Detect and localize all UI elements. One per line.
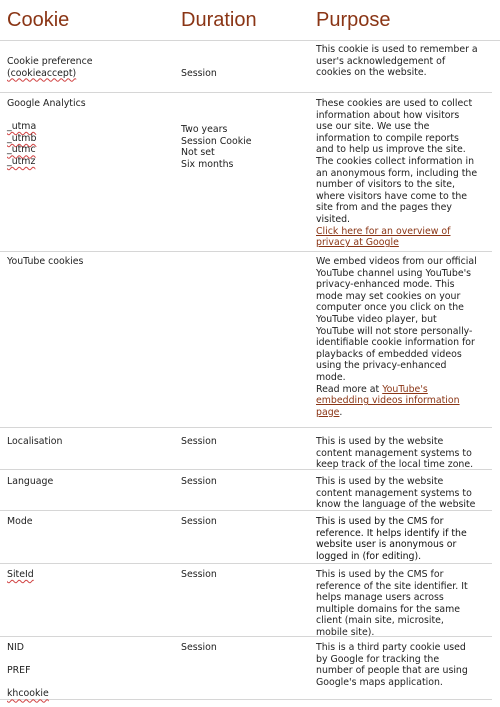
- table-row: [0, 428, 492, 470]
- purpose-text: number of people that are using: [316, 665, 468, 677]
- cookie-name: khcookie: [7, 688, 49, 700]
- purpose-text: and to help us improve the site.: [316, 144, 466, 156]
- purpose-text: identifiable cookie information for: [316, 337, 475, 349]
- duration-cell: Session: [181, 68, 217, 79]
- purpose-text: reference of the site identifier. It: [316, 580, 468, 592]
- purpose-text: playbacks of embedded videos: [316, 348, 462, 360]
- cookie-cell: Mode: [7, 516, 33, 527]
- cookie-cell: [7, 642, 172, 700]
- purpose-cell: [316, 256, 490, 418]
- purpose-text: client (main site, microsite,: [316, 615, 444, 627]
- purpose-text: using the privacy-enhanced: [316, 360, 447, 372]
- purpose-text: use our site. We use the: [316, 121, 430, 133]
- cookie-name: _utmb: [7, 132, 37, 144]
- youtube-embedding-link[interactable]: page: [316, 406, 340, 418]
- table-header: [0, 0, 500, 41]
- cookie-name: _utmc: [7, 144, 36, 156]
- purpose-text: content management systems to: [316, 447, 472, 459]
- purpose-text: We embed videos from our official: [316, 256, 477, 267]
- purpose-cell: [316, 569, 490, 639]
- cookie-cell: [7, 98, 172, 168]
- duration-cell: Session: [181, 642, 217, 653]
- purpose-text: know the language of the website: [316, 499, 476, 511]
- purpose-cell: [316, 44, 490, 79]
- purpose-text: mode may set cookies on your: [316, 290, 461, 302]
- duration-value: Two years: [181, 124, 228, 135]
- purpose-text: This is used by the CMS for: [316, 569, 444, 580]
- purpose-text: website user is anonymous or: [316, 539, 457, 551]
- purpose-text: content management systems to: [316, 487, 472, 499]
- cookie-cell: SiteId: [7, 569, 34, 580]
- read-more-text: Read more at: [316, 383, 383, 395]
- table-row: [0, 470, 492, 511]
- purpose-text: This cookie is used to remember a: [316, 44, 478, 55]
- duration-cell: [181, 124, 306, 170]
- cookie-name: Cookie preference: [7, 56, 93, 67]
- purpose-text: information to compile reports: [316, 132, 459, 144]
- cookie-cell: Language: [7, 476, 54, 487]
- purpose-text: multiple domains for the same: [316, 603, 461, 615]
- link-period: .: [339, 406, 343, 418]
- purpose-text: YouTube will not store personally-: [316, 325, 473, 337]
- purpose-text: Google's maps application.: [316, 676, 443, 688]
- purpose-text: YouTube channel using YouTube's: [316, 267, 472, 279]
- duration-cell: Session: [181, 516, 217, 527]
- purpose-text: privacy-enhanced mode. This: [316, 279, 455, 291]
- cookie-name: _utmz: [7, 155, 36, 167]
- header-purpose: Purpose: [316, 9, 391, 31]
- cookie-name: PREF: [7, 665, 31, 677]
- purpose-text: keep track of the local time zone.: [316, 459, 474, 471]
- youtube-embedding-link[interactable]: embedding videos information: [316, 395, 460, 407]
- purpose-text: The cookies collect information in: [316, 155, 475, 167]
- purpose-text: helps manage users across: [316, 592, 444, 604]
- purpose-text: This is a third party cookie used: [316, 642, 466, 653]
- purpose-text: These cookies are used to collect: [316, 98, 473, 109]
- purpose-cell: [316, 476, 490, 511]
- table-row: [0, 93, 492, 252]
- cookie-cell: Localisation: [7, 436, 63, 447]
- purpose-text: reference. It helps identify if the: [316, 527, 467, 539]
- purpose-cell: [316, 98, 490, 249]
- duration-cell: Session: [181, 436, 217, 447]
- table-row: [0, 564, 492, 637]
- cookie-name: (cookieaccept): [7, 67, 77, 79]
- duration-cell: Session: [181, 569, 217, 580]
- cookie-name: _utma: [7, 121, 37, 133]
- purpose-text: YouTube video player, but: [316, 313, 437, 325]
- purpose-text: This is used by the website: [316, 436, 444, 447]
- purpose-text: information about how visitors: [316, 109, 460, 121]
- duration-value: Not set: [181, 147, 215, 159]
- purpose-text: number of visitors to the site,: [316, 179, 456, 191]
- purpose-text: visited.: [316, 213, 351, 225]
- youtube-embedding-link[interactable]: YouTube's: [382, 383, 428, 395]
- purpose-cell: [316, 516, 490, 562]
- purpose-text: computer once you click on the: [316, 302, 464, 314]
- purpose-text: an anonymous form, including the: [316, 167, 478, 179]
- table-row: [0, 41, 492, 93]
- purpose-text: user's acknowledgement of: [316, 55, 446, 67]
- header-duration: Duration: [181, 9, 257, 31]
- purpose-cell: [316, 642, 490, 688]
- cookie-name: NID: [7, 642, 24, 653]
- table-row: [0, 252, 492, 428]
- purpose-text: mobile site).: [316, 626, 375, 638]
- purpose-text: This is used by the CMS for: [316, 516, 444, 527]
- purpose-text: where visitors have come to the: [316, 190, 468, 202]
- purpose-text: mode.: [316, 371, 346, 383]
- cookie-cell: YouTube cookies: [7, 256, 84, 267]
- cookie-cell: [7, 56, 172, 79]
- table-row: [0, 637, 492, 700]
- purpose-text: This is used by the website: [316, 476, 444, 487]
- purpose-cell: [316, 436, 490, 471]
- purpose-text: cookies on the website.: [316, 67, 427, 79]
- purpose-text: site from and the pages they: [316, 202, 452, 214]
- google-privacy-link[interactable]: privacy at Google: [316, 237, 399, 249]
- duration-cell: Session: [181, 476, 217, 487]
- google-privacy-link[interactable]: Click here for an overview of: [316, 225, 451, 237]
- duration-value: Session Cookie: [181, 135, 252, 147]
- purpose-text: logged in (for editing).: [316, 550, 422, 562]
- purpose-text: by Google for tracking the: [316, 653, 440, 665]
- duration-value: Six months: [181, 158, 234, 170]
- header-cookie: Cookie: [7, 9, 70, 31]
- table-row: [0, 511, 492, 564]
- cookie-title: Google Analytics: [7, 98, 86, 109]
